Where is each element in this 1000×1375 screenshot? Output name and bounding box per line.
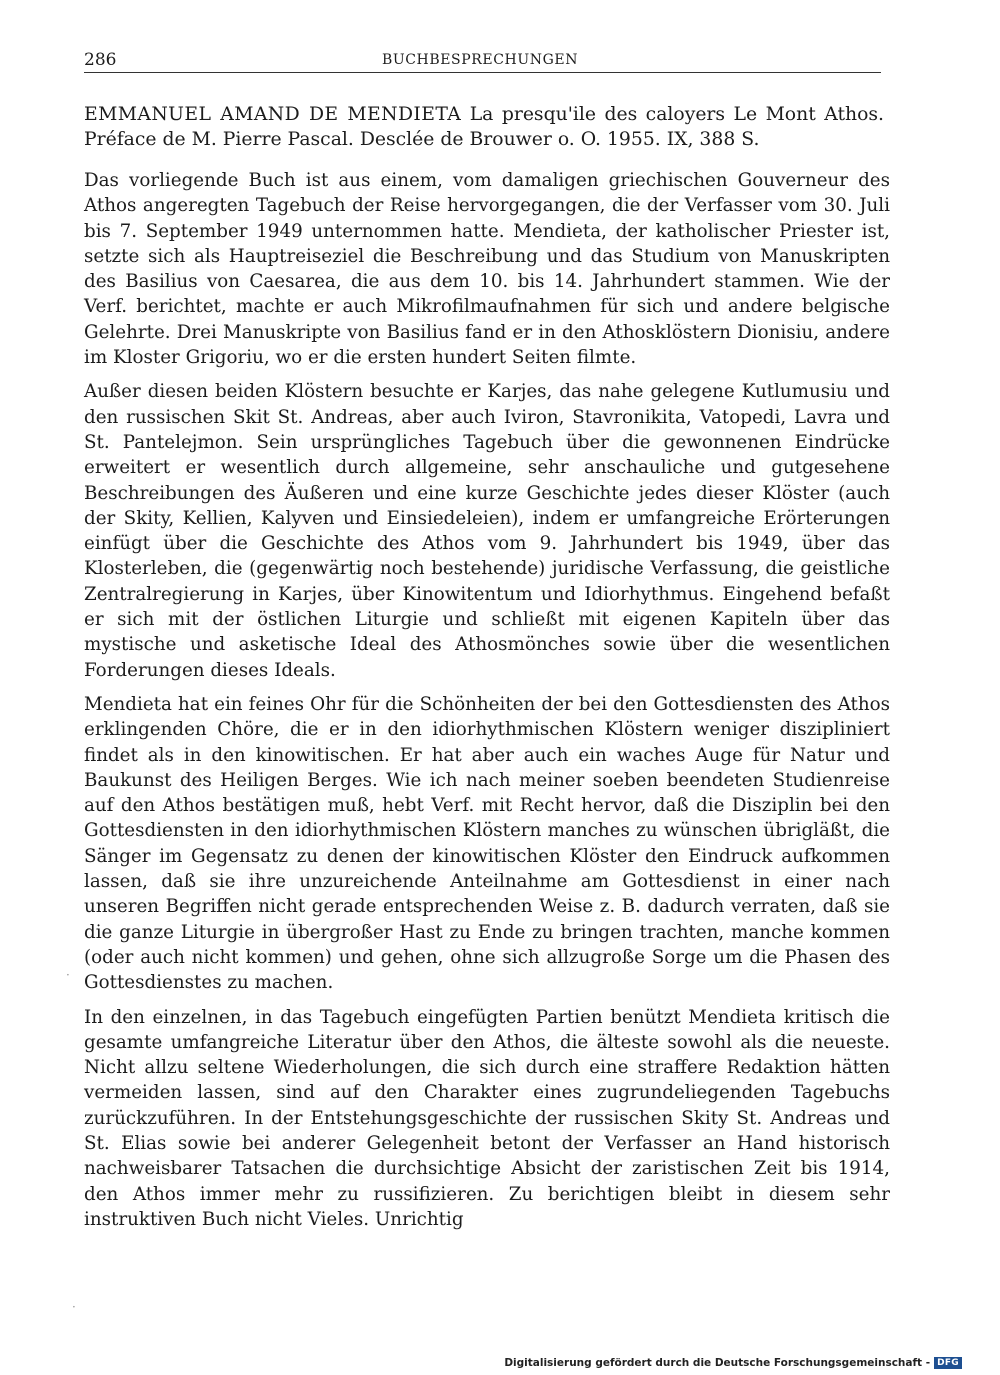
paragraph-4: In den einzelnen, in das Tagebuch eingefügten Partien benützt Mendieta kritisch die gesamte umfangreiche Literatur über den Athos, die älteste sowohl als die neueste. Nicht allzu seltene Wiederholungen, die sich durch eine straffere Redaktion hätten vermeiden lassen, sind auf den Charakter eines zugrundeliegenden Tagebuchs zurückzuführen. In der Entstehungsgeschichte der russischen Skity St. Andreas und St. Elias sowie bei anderer Gelegenheit betont der Verfasser an Hand historisch nachweisbarer Tatsachen die durchsichtige Absicht der zaristischen Zeit bis 1914, den Athos immer mehr zu russifizieren. Zu berichtigen bleibt in diesem sehr instruktiven Buch nicht Vieles. Unrichtig xyxy=(84,1006,890,1230)
footer-credit-text: Digitalisierung gefördert durch die Deutsche Forschungsgemeinschaft - xyxy=(504,1357,931,1369)
review-body xyxy=(84,168,890,1241)
dfg-logo: DFG xyxy=(934,1357,962,1369)
review-citation: La presqu'ile des caloyers Le Mont Athos. Préface de M. Pierre Pascal. Desclée de Brouwer o. O. 1955. IX, 388 S. xyxy=(84,104,884,150)
stray-mark: · xyxy=(66,968,70,982)
stray-mark: · xyxy=(72,1300,76,1314)
review-title xyxy=(84,102,884,152)
review-author: EMMANUEL AMAND DE MENDIETA xyxy=(84,104,462,125)
paragraph-3: Mendieta hat ein feines Ohr für die Schönheiten der bei den Gottesdiensten des Athos erklingenden Chöre, die er in den idiorhythmischen Klöstern weniger diszipliniert findet als in den kinowitischen. Er hat aber auch ein waches Auge für Natur und Baukunst des Heiligen Berges. Wie ich nach meiner soeben beendeten Studienreise auf den Athos bestätigen muß, hebt Verf. mit Recht hervor, daß die Disziplin bei den Gottesdiensten in den idiorhythmischen Klöstern manches zu wünschen übrigläßt, die Sänger im Gegensatz zu denen der kinowitischen Klöster den Eindruck aufkommen lassen, daß sie ihre unzureichende Anteilnahme am Gottesdienst in einer nach unseren Begriffen nicht gerade entsprechenden Weise z. B. dadurch verraten, daß sie die ganze Liturgie in übergroßer Hast zu Ende zu bringen trachten, manche kommen (oder auch nicht kommen) und gehen, ohne sich allzugroße Sorge um die Phasen des Gottesdienstes zu machen. xyxy=(84,693,890,994)
page-number: 286 xyxy=(84,50,117,70)
paragraph-2: Außer diesen beiden Klöstern besuchte er Karjes, das nahe gelegene Kutlumusiu und den russischen Skit St. Andreas, aber auch Iviron, Stavronikita, Vatopedi, Lavra und St. Pantelejmon. Sein ursprüngliches Tagebuch über die gewonnenen Eindrücke erweitert er wesentlich durch allgemeine, sehr anschauliche und gutgesehene Beschreibungen des Äußeren und eine kurze Geschichte jedes dieser Klöster (auch der Skity, Kellien, Kalyven und Einsiedeleien), indem er umfangreiche Erörterungen einfügt über die Geschichte des Athos vom 9. Jahrhundert bis 1949, über das Klosterleben, die (gegenwärtig noch bestehende) juridische Verfassung, die geistliche Zentralregierung in Karjes, über Kinowitentum und Idiorhythmus. Eingehend befaßt er sich mit der östlichen Liturgie und schließt mit eigenen Kapiteln über das mystische und asketische Ideal des Athosmönches sowie über die wesentlichen Forderungen dieses Ideals. xyxy=(84,381,890,681)
paragraph-1: Das vorliegende Buch ist aus einem, vom damaligen griechischen Gouverneur des Athos angeregten Tagebuch der Reise hervorgegangen, die der Verfasser vom 30. Juli bis 7. September 1949 unternommen hatte. Mendieta, der katholischer Priester ist, setzte sich als Hauptreiseziel die Beschreibung und das Studium von Manuskripten des Basilius von Caesarea, die aus dem 10. bis 14. Jahrhundert stammen. Wie der Verf. berichtet, machte er auch Mikrofilmaufnahmen für sich und andere belgische Gelehrte. Drei Manuskripte von Basilius fand er in den Athosklöstern Dionisiu, andere im Kloster Grigoriu, wo er die ersten hundert Seiten filmte. xyxy=(84,170,890,369)
header-rule xyxy=(84,72,881,73)
running-head: BUCHBESPRECHUNGEN xyxy=(381,52,579,68)
footer-credit xyxy=(504,1357,962,1369)
